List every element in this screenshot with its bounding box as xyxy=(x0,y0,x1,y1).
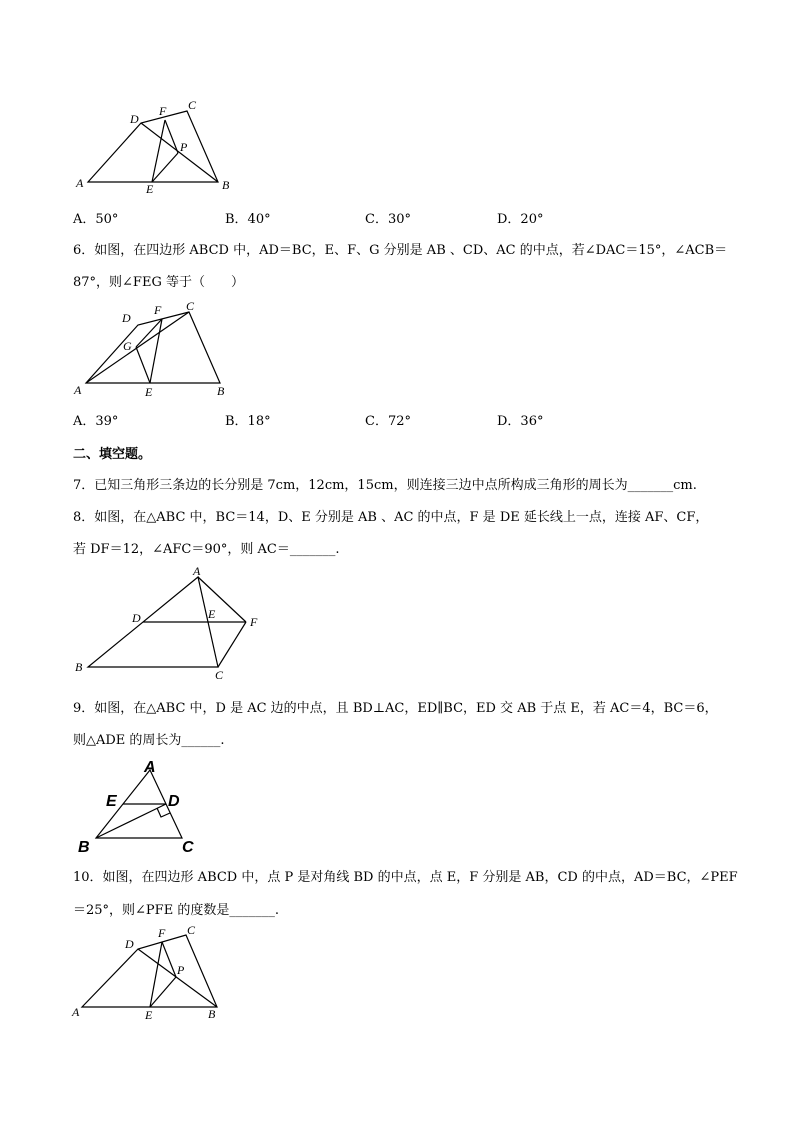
q10-label-f: F xyxy=(158,926,166,940)
q9-figure xyxy=(72,752,212,857)
q6-text-line2: 87°，则∠FEG 等于（ ） xyxy=(73,275,244,290)
q8-label-b: B xyxy=(75,660,83,674)
q9-label-b: B xyxy=(78,839,90,856)
q9-text-line1: 9．如图，在△ABC 中，D 是 AC 边的中点，且 BD⊥AC，ED∥BC，ED 交 AB 于点 E，若 AC＝4，BC＝6， xyxy=(73,701,718,716)
q9-label-c: C xyxy=(182,839,194,856)
q8-label-c: C xyxy=(215,668,224,682)
q8-segment-cf xyxy=(218,622,246,667)
q10-label-e: E xyxy=(145,1008,153,1022)
q6-label-g: G xyxy=(123,339,132,353)
q5-label-e: E xyxy=(146,182,154,196)
q5-label-p: P xyxy=(180,140,188,154)
q10-label-b: B xyxy=(208,1007,216,1021)
q5-segment-fp xyxy=(165,120,178,153)
q5-label-b: B xyxy=(222,178,230,192)
q5-option-d: D．20° xyxy=(497,212,544,227)
q5-option-a: A．50° xyxy=(73,212,119,227)
q6-text-line1: 6．如图，在四边形 ABCD 中，AD＝BC，E、F、G 分别是 AB 、CD、AC 的中点，若∠DAC＝15°，∠ACB＝ xyxy=(73,243,728,258)
q6-figure xyxy=(70,298,240,403)
q6-label-e: E xyxy=(145,385,153,399)
q8-label-d: D xyxy=(132,611,141,625)
q10-figure xyxy=(68,920,248,1025)
q5-segment-fe xyxy=(152,120,165,182)
q5-segment-ep xyxy=(152,153,178,182)
q6-label-c: C xyxy=(186,299,195,313)
q8-segment-af xyxy=(198,577,246,622)
q6-label-b: B xyxy=(217,384,225,398)
q8-label-f: F xyxy=(250,615,258,629)
q10-quadrilateral xyxy=(82,935,217,1007)
q10-label-c: C xyxy=(187,923,196,937)
q10-text-line1: 10．如图，在四边形 ABCD 中，点 P 是对角线 BD 的中点，点 E，F 分别是 AB，CD 的中点，AD＝BC，∠PEF xyxy=(73,870,738,885)
q6-diagonal-ac xyxy=(86,312,189,383)
q10-label-a: A xyxy=(72,1005,80,1019)
q6-option-b: B．18° xyxy=(225,414,271,429)
q6-option-d: D．36° xyxy=(497,414,544,429)
q5-quadrilateral xyxy=(88,111,218,182)
q6-segment-ge xyxy=(136,347,150,383)
q5-figure xyxy=(70,95,250,200)
q10-text-line2: ＝25°，则∠PFE 的度数是_______. xyxy=(73,903,279,918)
q10-segment-fe xyxy=(150,942,162,1007)
q6-option-a: A．39° xyxy=(73,414,119,429)
q6-quadrilateral xyxy=(86,312,220,383)
q6-segment-fe xyxy=(150,319,162,383)
q8-text-line1: 8．如图，在△ABC 中，BC＝14，D、E 分别是 AB 、AC 的中点，F 是 DE 延长线上一点，连接 AF、CF， xyxy=(73,510,709,525)
q6-label-a: A xyxy=(74,383,82,397)
q6-option-c: C．72° xyxy=(365,414,411,429)
q5-label-a: A xyxy=(76,176,84,190)
q9-label-a: A xyxy=(144,759,156,776)
q9-text-line2: 则△ADE 的周长为______. xyxy=(73,733,225,748)
q5-option-b: B．40° xyxy=(225,212,271,227)
q5-option-c: C．30° xyxy=(365,212,411,227)
q10-segment-ep xyxy=(150,977,176,1007)
q10-label-d: D xyxy=(125,937,134,951)
q5-label-f: F xyxy=(159,104,167,118)
section-title-fill-in: 二、填空题。 xyxy=(73,447,152,462)
q5-label-d: D xyxy=(130,112,139,126)
q6-label-f: F xyxy=(154,303,162,317)
q8-label-a: A xyxy=(193,564,201,578)
q10-label-p: P xyxy=(177,963,185,977)
q8-text-line2: 若 DF＝12，∠AFC＝90°，则 AC＝_______. xyxy=(73,542,340,557)
q9-label-e: E xyxy=(106,793,117,810)
q5-label-c: C xyxy=(188,98,197,112)
q8-label-e: E xyxy=(208,607,216,621)
q8-figure xyxy=(70,565,280,685)
q7-text: 7．已知三角形三条边的长分别是 7cm，12cm，15cm，则连接三边中点所构成三角形的周长为_______cm. xyxy=(73,478,697,493)
q6-label-d: D xyxy=(122,311,131,325)
q9-label-d: D xyxy=(168,793,180,810)
